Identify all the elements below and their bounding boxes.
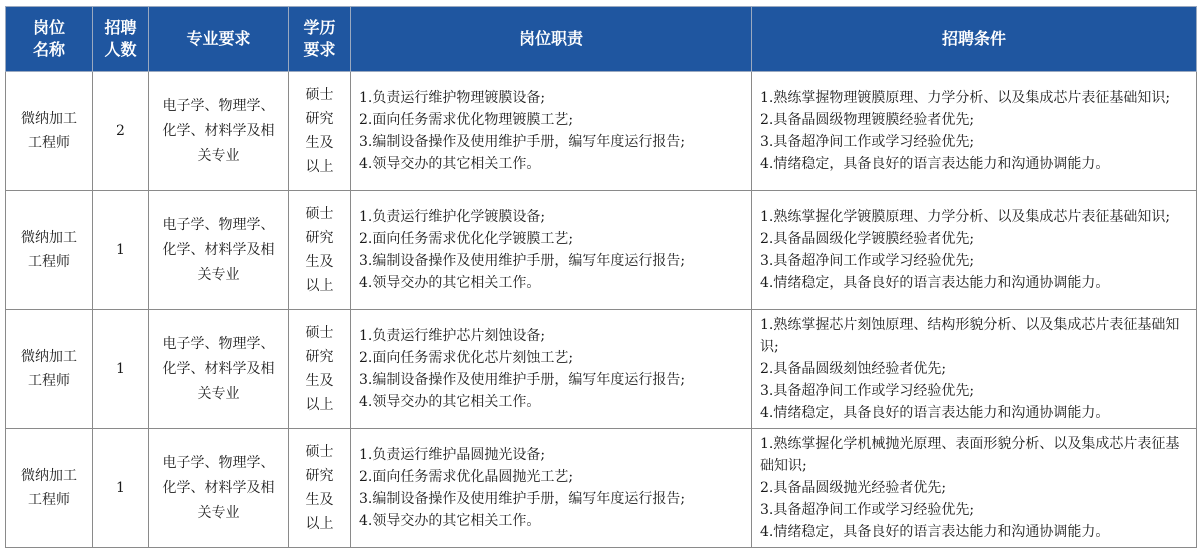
conditions-cell	[752, 310, 1197, 429]
education-cell: 硕士 研究 生及 以上	[289, 310, 351, 429]
duty-item: 3.编制设备操作及使用维护手册，编写年度运行报告;	[359, 253, 686, 269]
header-duties: 岗位职责	[351, 7, 752, 72]
position-cell: 微纳加工 工程师	[6, 310, 93, 429]
header-education: 学历 要求	[289, 7, 351, 72]
duty-item: 1.负责运行维护晶圆抛光设备;	[359, 447, 546, 463]
condition-item: 2.具备晶圆级化学镀膜经验者优先;	[760, 231, 975, 247]
duty-item: 2.面向任务需求优化化学镀膜工艺;	[359, 231, 574, 247]
condition-item: 2.具备晶圆级物理镀膜经验者优先;	[760, 112, 975, 128]
table-row	[6, 72, 1197, 191]
conditions-cell	[752, 429, 1197, 548]
condition-item: 2.具备晶圆级刻蚀经验者优先;	[760, 361, 947, 377]
condition-item: 4.情绪稳定，具备良好的语言表达能力和沟通协调能力。	[760, 275, 1110, 291]
condition-item: 1.熟练掌握物理镀膜原理、力学分析、以及集成芯片表征基础知识;	[760, 90, 1171, 106]
condition-item: 3.具备超净间工作或学习经验优先;	[760, 134, 975, 150]
major-cell: 电子学、物理学、化学、材料学及相关专业	[149, 310, 289, 429]
condition-item: 1.熟练掌握芯片刻蚀原理、结构形貌分析、以及集成芯片表征基础知识;	[760, 317, 1180, 355]
duty-item: 3.编制设备操作及使用维护手册，编写年度运行报告;	[359, 134, 686, 150]
count-cell: 1	[93, 310, 149, 429]
header-row	[6, 7, 1197, 72]
duty-item: 4.领导交办的其它相关工作。	[359, 275, 541, 291]
table-row	[6, 310, 1197, 429]
duties-cell	[351, 72, 752, 191]
duty-item: 2.面向任务需求优化物理镀膜工艺;	[359, 112, 574, 128]
condition-item: 1.熟练掌握化学机械抛光原理、表面形貌分析、以及集成芯片表征基础知识;	[760, 436, 1180, 474]
table-row	[6, 191, 1197, 310]
duties-cell	[351, 310, 752, 429]
count-cell: 2	[93, 72, 149, 191]
duty-item: 2.面向任务需求优化晶圆抛光工艺;	[359, 469, 574, 485]
recruitment-table	[5, 6, 1197, 548]
condition-item: 3.具备超净间工作或学习经验优先;	[760, 383, 975, 399]
major-cell: 电子学、物理学、化学、材料学及相关专业	[149, 72, 289, 191]
count-cell: 1	[93, 191, 149, 310]
condition-item: 4.情绪稳定，具备良好的语言表达能力和沟通协调能力。	[760, 156, 1110, 172]
duty-item: 4.领导交办的其它相关工作。	[359, 156, 541, 172]
condition-item: 3.具备超净间工作或学习经验优先;	[760, 502, 975, 518]
education-cell: 硕士 研究 生及 以上	[289, 429, 351, 548]
duty-item: 1.负责运行维护化学镀膜设备;	[359, 209, 546, 225]
major-cell: 电子学、物理学、化学、材料学及相关专业	[149, 191, 289, 310]
condition-item: 2.具备晶圆级抛光经验者优先;	[760, 480, 947, 496]
conditions-cell	[752, 191, 1197, 310]
duties-cell	[351, 429, 752, 548]
duty-item: 4.领导交办的其它相关工作。	[359, 513, 541, 529]
header-major: 专业要求	[149, 7, 289, 72]
duty-item: 2.面向任务需求优化芯片刻蚀工艺;	[359, 350, 574, 366]
position-cell: 微纳加工 工程师	[6, 72, 93, 191]
duty-item: 1.负责运行维护芯片刻蚀设备;	[359, 328, 546, 344]
header-position-name: 岗位 名称	[6, 7, 93, 72]
condition-item: 4.情绪稳定，具备良好的语言表达能力和沟通协调能力。	[760, 405, 1110, 421]
condition-item: 4.情绪稳定，具备良好的语言表达能力和沟通协调能力。	[760, 524, 1110, 540]
header-conditions: 招聘条件	[752, 7, 1197, 72]
education-cell: 硕士 研究 生及 以上	[289, 72, 351, 191]
duty-item: 4.领导交办的其它相关工作。	[359, 394, 541, 410]
header-count: 招聘 人数	[93, 7, 149, 72]
table-body	[6, 72, 1197, 548]
position-cell: 微纳加工 工程师	[6, 429, 93, 548]
duty-item: 3.编制设备操作及使用维护手册，编写年度运行报告;	[359, 491, 686, 507]
table-row	[6, 429, 1197, 548]
major-cell: 电子学、物理学、化学、材料学及相关专业	[149, 429, 289, 548]
duties-cell	[351, 191, 752, 310]
duty-item: 3.编制设备操作及使用维护手册，编写年度运行报告;	[359, 372, 686, 388]
conditions-cell	[752, 72, 1197, 191]
condition-item: 3.具备超净间工作或学习经验优先;	[760, 253, 975, 269]
count-cell: 1	[93, 429, 149, 548]
position-cell: 微纳加工 工程师	[6, 191, 93, 310]
education-cell: 硕士 研究 生及 以上	[289, 191, 351, 310]
condition-item: 1.熟练掌握化学镀膜原理、力学分析、以及集成芯片表征基础知识;	[760, 209, 1171, 225]
duty-item: 1.负责运行维护物理镀膜设备;	[359, 90, 546, 106]
table-header	[6, 7, 1197, 72]
